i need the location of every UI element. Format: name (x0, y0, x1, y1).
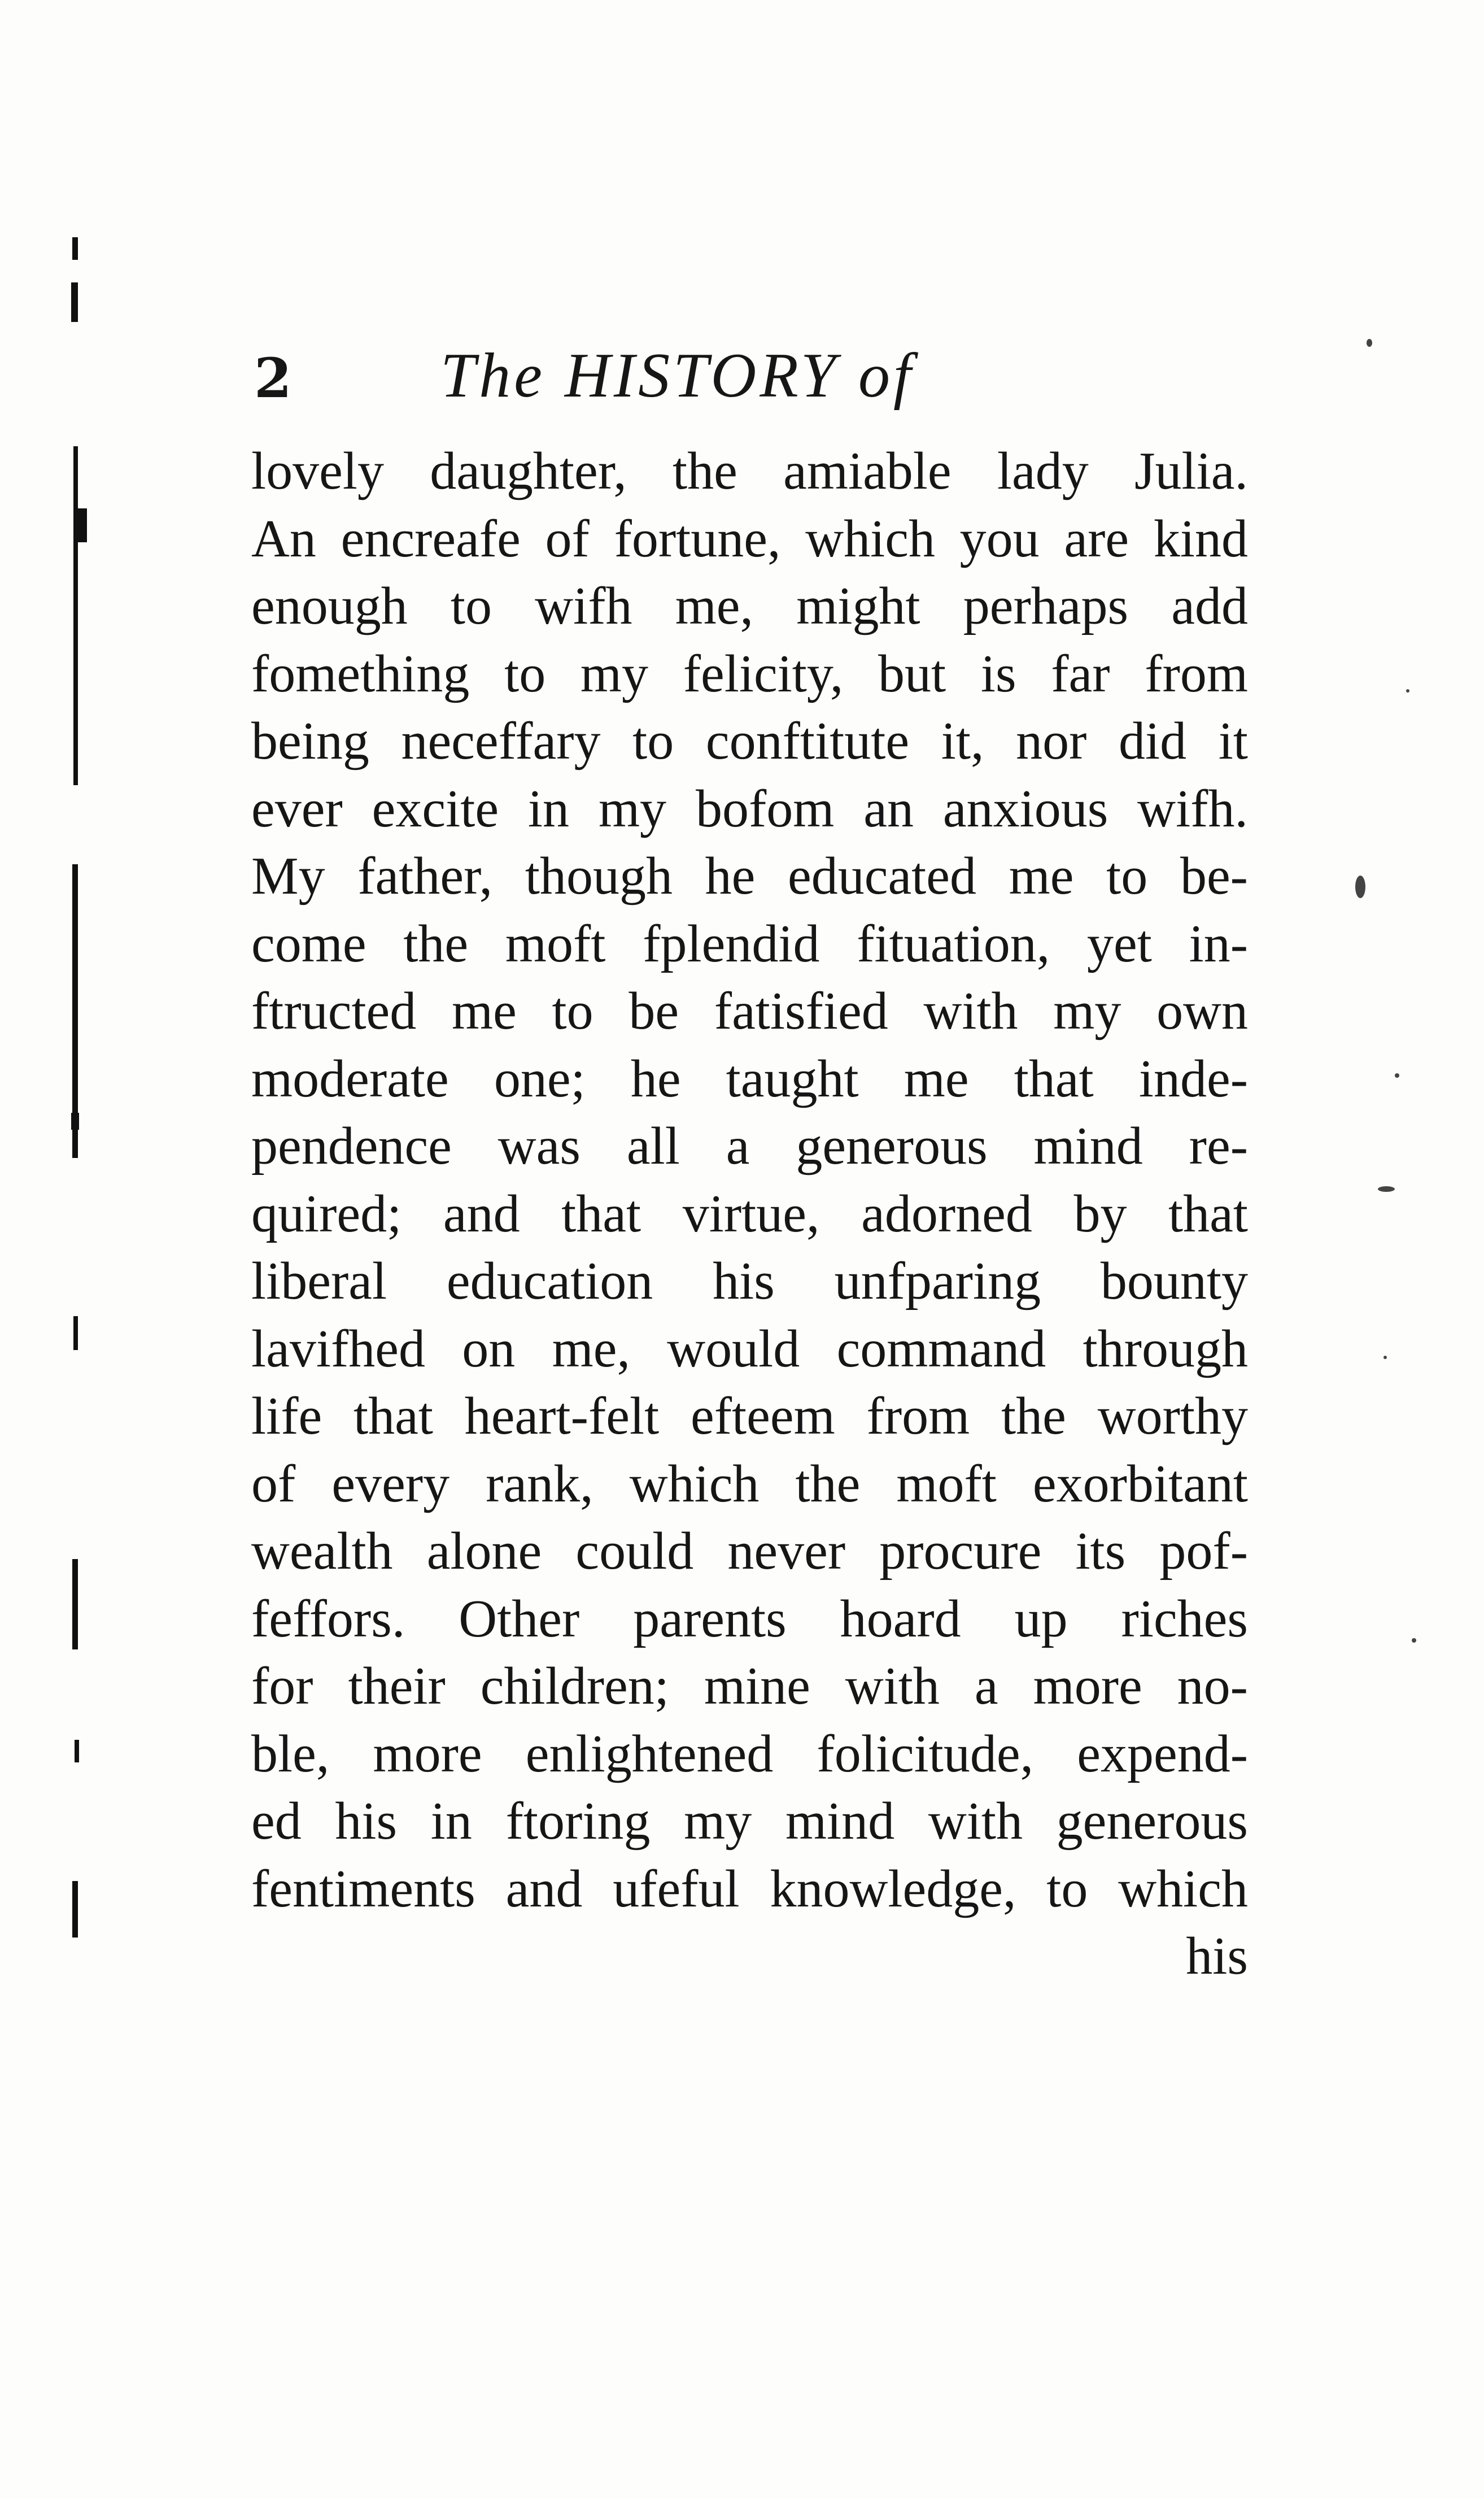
text-line: quired; and that virtue, adorned by that (251, 1184, 1248, 1243)
text-line: liberal education his unfparing bounty (251, 1252, 1248, 1311)
text-line: pendence was all a generous mind re- (251, 1117, 1248, 1176)
text-line: ble, more enlightened folicitude, expend- (251, 1724, 1248, 1783)
text-line: moderate one; he taught me that inde- (251, 1049, 1248, 1108)
catchword: his (1186, 1927, 1248, 1986)
scan-edge-artifacts-left (68, 215, 90, 1909)
text-line: enough to wifh me, might perhaps add (251, 577, 1248, 635)
scan-edge-artifacts-right (1344, 339, 1434, 1808)
text-line: My father, though he educated me to be- (251, 847, 1248, 905)
text-line: An encreafe of fortune, which you are kind (251, 509, 1248, 568)
text-line: ftructed me to be fatisfied with my own (251, 982, 1248, 1040)
text-line: for their children; mine with a more no- (251, 1657, 1248, 1716)
text-line: life that heart-felt efteem from the worthy (251, 1387, 1248, 1446)
running-title: The HISTORY of (440, 341, 915, 411)
text-line: being neceffary to conftitute it, nor did it (251, 712, 1248, 770)
text-line: fentiments and ufeful knowledge, to which (251, 1859, 1248, 1918)
page-header (254, 333, 1271, 424)
text-line: fomething to my felicity, but is far from (251, 644, 1248, 703)
text-line: lavifhed on me, would command through (251, 1319, 1248, 1378)
text-line: wealth alone could never procure its pof- (251, 1522, 1248, 1581)
text-line: of every rank, which the moft exorbitant (251, 1454, 1248, 1513)
page-number: 2 (254, 346, 292, 410)
text-line: feffors. Other parents hoard up riches (251, 1589, 1248, 1648)
text-line: ed his in ftoring my mind with generous (251, 1792, 1248, 1851)
body-text (251, 438, 1248, 1991)
text-line: ever excite in my bofom an anxious wifh. (251, 779, 1248, 838)
text-line: come the moft fplendid fituation, yet in- (251, 914, 1248, 973)
text-line: lovely daughter, the amiable lady Julia. (251, 442, 1248, 500)
